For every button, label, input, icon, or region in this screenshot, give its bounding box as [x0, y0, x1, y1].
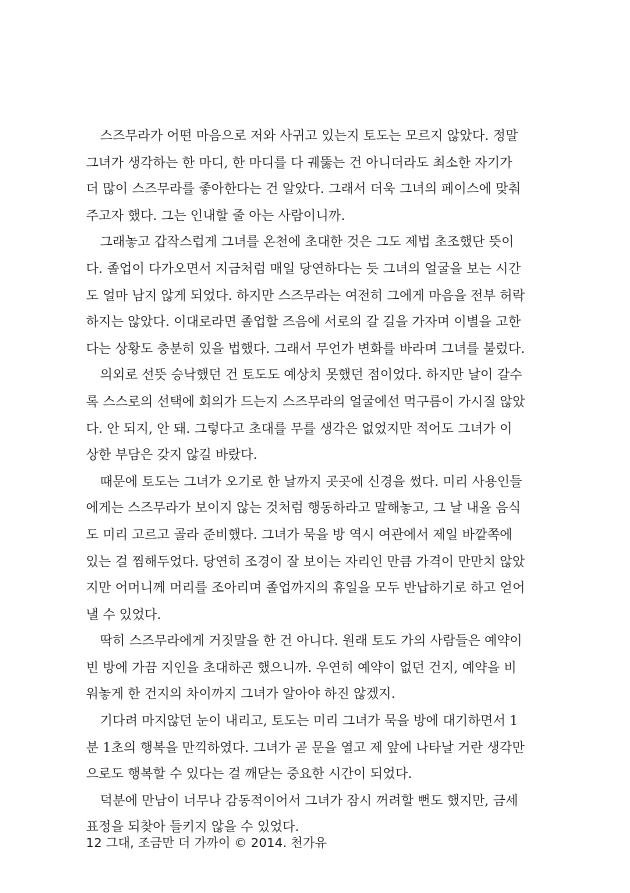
text-line: 도 얼마 남지 않게 되었다. 하지만 스즈무라는 여전히 그에게 마음을 전부 허락 [86, 288, 525, 304]
text-line: 그래놓고 갑작스럽게 그녀를 온천에 초대한 것은 그도 제법 초조했단 뜻이 [100, 235, 514, 251]
page-footer: 12 그대, 조금만 더 가까이 © 2014. 천가유 [86, 835, 327, 850]
text-line: 주고자 했다. 그는 인내할 줄 아는 사람이니까. [86, 208, 346, 224]
text-line: 워놓게 한 건지의 차이까지 그녀가 알아야 하진 않겠지. [86, 687, 396, 703]
paragraph [86, 230, 546, 363]
text-line: 상한 부담은 갖지 않길 바랐다. [86, 448, 258, 464]
text-line: 지만 어머니께 머리를 조아리며 졸업까지의 휴일을 모두 반납하기로 하고 얻어 [86, 581, 526, 597]
text-line: 더 많이 스즈무라를 좋아한다는 건 알았다. 그래서 더욱 그녀의 페이스에 맞춰 [86, 182, 521, 198]
paragraph [86, 629, 546, 709]
text-line: 때문에 토도는 그녀가 오기로 한 날까지 곳곳에 신경을 썼다. 미리 사용인들 [100, 474, 523, 490]
text-line: 덕분에 만남이 너무나 감동적이어서 그녀가 잠시 꺼려할 뻔도 했지만, 금세 [100, 793, 519, 809]
text-line: 다. 졸업이 다가오면서 지금처럼 매일 당연하다는 듯 그녀의 얼굴을 보는 시간 [86, 261, 521, 277]
paragraph [86, 709, 546, 789]
text-line: 분 1초의 행복을 만끽하였다. 그녀가 곧 문을 열고 제 앞에 나타날 거란 생각만 [86, 740, 525, 756]
text-line: 도 미리 고르고 골라 준비했다. 그녀가 묵을 방 역시 여관에서 제일 바깥쪽에 [86, 527, 513, 543]
text-line: 록 스스로의 선택에 회의가 드는지 스즈무라의 얼굴에선 먹구름이 가시질 않았 [86, 394, 526, 410]
text-line: 그녀가 생각하는 한 마디, 한 마디를 다 궤뚫는 건 아니더라도 최소한 자기가 [86, 155, 513, 171]
paragraph [86, 124, 546, 230]
text-line: 표정을 되찾아 들키지 않을 수 있었다. [86, 820, 300, 836]
text-line: 다. 안 되지, 안 돼. 그렇다고 초대를 무를 생각은 없었지만 적어도 그녀가 이 [86, 421, 513, 437]
text-line: 기다려 마지않던 눈이 내리고, 토도는 미리 그녀가 묵을 방에 대기하면서 1 [100, 714, 518, 730]
body-text [86, 124, 546, 842]
paragraph [86, 363, 546, 469]
text-line: 낼 수 있었다. [86, 607, 162, 623]
text-line: 있는 걸 찜해두었다. 당연히 조경이 잘 보이는 자리인 만큼 가격이 만만치 않았 [86, 554, 525, 570]
text-line: 에게는 스즈무라가 보이지 않는 것처럼 행동하라고 말해놓고, 그 날 내올 음식 [86, 501, 521, 517]
paragraph [86, 470, 546, 630]
text-line: 으로도 행복할 수 있다는 걸 깨닫는 중요한 시간이 되었다. [86, 767, 413, 783]
text-line: 다는 상황도 충분히 있을 법했다. 그래서 무언가 변화를 바라며 그녀를 불렀다. [86, 341, 525, 357]
text-line: 스즈무라가 어떤 마음으로 저와 사귀고 있는지 토도는 모르지 않았다. 정말 [100, 129, 519, 144]
text-line: 딱히 스즈무라에게 거짓말을 한 건 아니다. 원래 토도 가의 사람들은 예약이 [100, 634, 523, 650]
text-line: 빈 방에 가끔 지인을 초대하곤 했으니까. 우연히 예약이 없던 건지, 예약을 비 [86, 660, 517, 676]
text-line: 의외로 선뜻 승낙했던 건 토도도 예상치 못했던 점이었다. 하지만 날이 갈수 [100, 368, 523, 384]
text-line: 하지는 않았다. 이대로라면 졸업할 즈음에 서로의 갈 길을 가자며 이별을 고한 [86, 315, 521, 331]
